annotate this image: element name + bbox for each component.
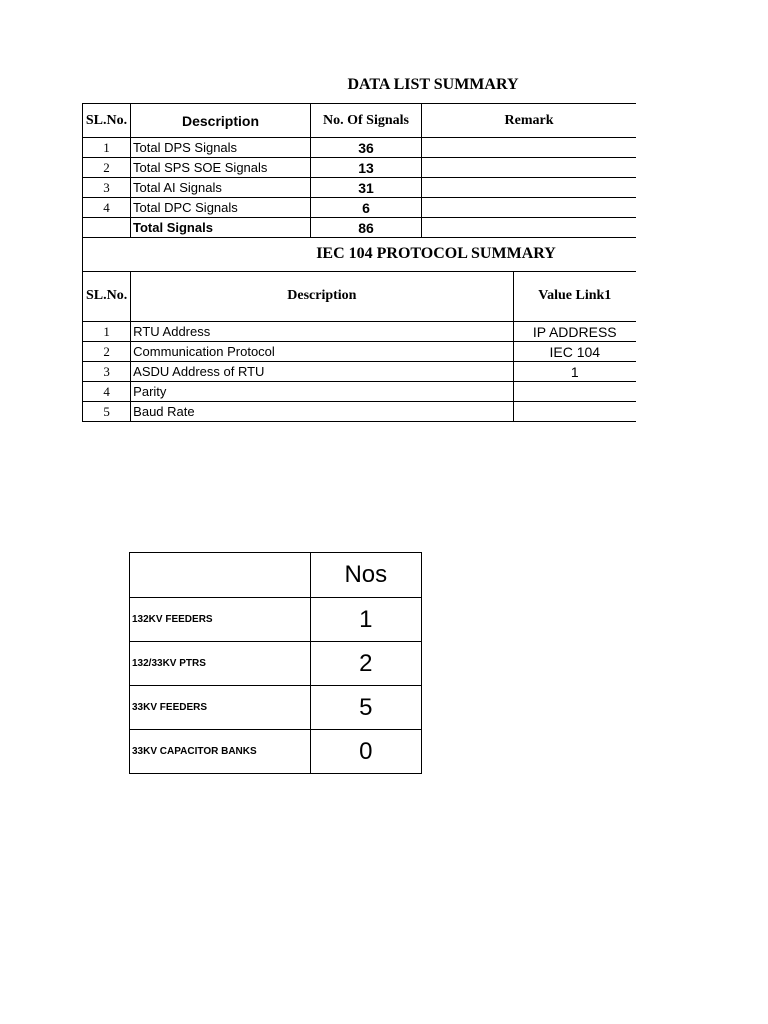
row-signals: 6: [311, 198, 422, 218]
row-sl: [83, 218, 131, 238]
data-list-table: [82, 103, 636, 238]
table-row: [83, 198, 637, 218]
col-header-description: Description: [131, 271, 513, 322]
row-signals: 13: [311, 158, 422, 178]
row-sl: 3: [83, 178, 131, 198]
nos-header: Nos: [310, 553, 421, 598]
row-value: IEC 104: [513, 342, 636, 362]
col-header-value: Value Link1: [513, 271, 636, 322]
table-row: [130, 730, 422, 774]
col-header-signals: No. Of Signals: [311, 104, 422, 138]
row-value: 1: [513, 362, 636, 382]
row-description: ASDU Address of RTU: [131, 362, 513, 382]
row-signals: 86: [311, 218, 422, 238]
row-sl: 1: [83, 322, 131, 342]
row-description: Total DPS Signals: [131, 138, 311, 158]
row-label: 33KV CAPACITOR BANKS: [130, 730, 311, 774]
row-sl: 3: [83, 362, 131, 382]
row-description: Communication Protocol: [131, 342, 513, 362]
table-row: [130, 598, 422, 642]
row-description: Parity: [131, 382, 513, 402]
row-sl: 4: [83, 382, 131, 402]
table-row: [83, 382, 637, 402]
row-label: 132KV FEEDERS: [130, 598, 311, 642]
row-remark: [422, 198, 637, 218]
row-value: 2: [310, 642, 421, 686]
col-header-sl: SL.No.: [83, 104, 131, 138]
table-row: [83, 178, 637, 198]
row-description: Total Signals: [131, 218, 311, 238]
table-header-row: [83, 271, 637, 322]
row-signals: 31: [311, 178, 422, 198]
table-row: [83, 138, 637, 158]
protocol-title-row: [82, 238, 636, 272]
table-total-row: [83, 218, 637, 238]
col-header-remark: Remark: [422, 104, 637, 138]
row-value: 0: [310, 730, 421, 774]
protocol-title: IEC 104 PROTOCOL SUMMARY: [316, 245, 556, 262]
table-row: [83, 362, 637, 382]
table-row: [83, 158, 637, 178]
row-sl: 2: [83, 158, 131, 178]
row-value: [513, 402, 636, 422]
table-row: [130, 686, 422, 730]
row-remark: [422, 158, 637, 178]
row-description: Total SPS SOE Signals: [131, 158, 311, 178]
row-description: Total DPC Signals: [131, 198, 311, 218]
row-description: Total AI Signals: [131, 178, 311, 198]
nos-table: [129, 552, 422, 774]
row-remark: [422, 218, 637, 238]
row-description: Baud Rate: [131, 402, 513, 422]
table-row: [83, 402, 637, 422]
row-description: RTU Address: [131, 322, 513, 342]
col-header-sl: SL.No.: [83, 271, 131, 322]
table-row: [83, 322, 637, 342]
table-header-row: [83, 104, 637, 138]
nos-header-blank: [130, 553, 311, 598]
row-remark: [422, 178, 637, 198]
row-value: 5: [310, 686, 421, 730]
table-row: [83, 342, 637, 362]
row-remark: [422, 138, 637, 158]
row-signals: 36: [311, 138, 422, 158]
row-sl: 4: [83, 198, 131, 218]
row-value: IP ADDRESS: [513, 322, 636, 342]
row-sl: 5: [83, 402, 131, 422]
row-sl: 1: [83, 138, 131, 158]
col-header-description: Description: [131, 104, 311, 138]
row-sl: 2: [83, 342, 131, 362]
table-row: [130, 642, 422, 686]
row-label: 132/33KV PTRS: [130, 642, 311, 686]
row-value: [513, 382, 636, 402]
row-value: 1: [310, 598, 421, 642]
protocol-table: [82, 271, 636, 422]
table-header-row: [130, 553, 422, 598]
data-list-title: DATA LIST SUMMARY: [347, 76, 519, 93]
row-label: 33KV FEEDERS: [130, 686, 311, 730]
